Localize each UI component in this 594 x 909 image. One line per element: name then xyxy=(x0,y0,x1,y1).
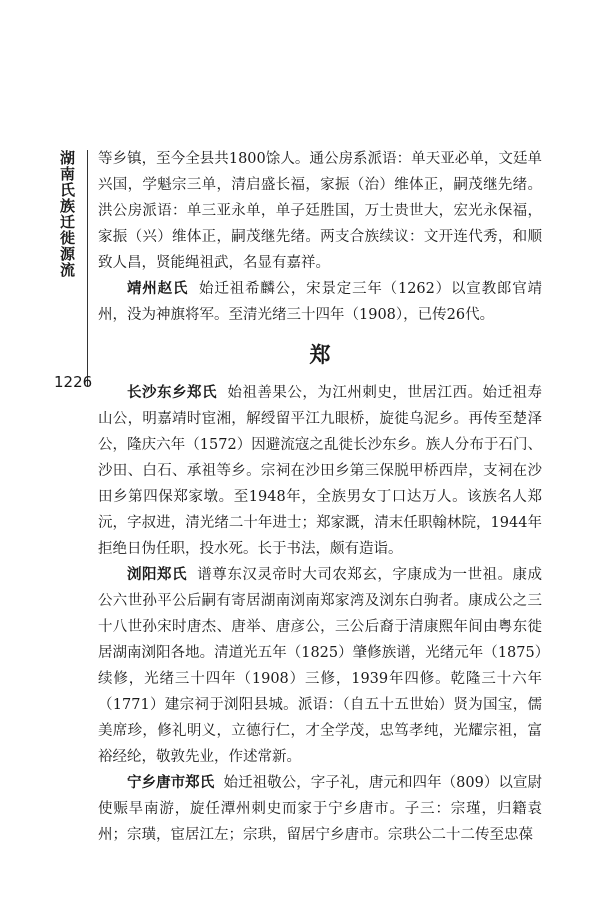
clan-entry-heading: 宁乡唐市郑氏 xyxy=(127,775,215,791)
clan-entry-heading: 靖州赵氏 xyxy=(127,281,189,297)
side-running-title: 湖南氏族迁徙源流 xyxy=(58,150,76,278)
clan-entry-changsha-zheng xyxy=(98,380,542,562)
clan-entry-ningxiang-zheng xyxy=(98,770,542,848)
paragraph-text: 等乡镇，至今全县共1800馀人。通公房系派语：单天亚必单，文廷单兴国，学魁宗三单，清启盛长福，家振（治）维体正，嗣茂继先绪。洪公房派语：单三亚永单，单子廷胜国，万士贵世大，宏光永保福，家振（兴）维体正，嗣茂继先绪。两支合族续议：文开连代秀，和顺致人昌，贤能绳祖武，名显有嘉祥。 xyxy=(98,151,542,271)
clan-entry-text: 谱尊东汉灵帝时大司农郑玄，字康成为一世祖。康成公六世孙平公后嗣有寄居湖南浏南郑家湾及浏东白驹者。康成公之三十八世孙宋时唐杰、唐举、唐彦公，三公后裔于清康熙年间由粤东徙居湖南浏阳各地。清道光五年（1825）肇修族谱，光绪元年（1875）续修，光绪三十四年（1908）三修，1939年四修。乾隆三十六年（1771）建宗祠于浏阳县城。派语：（自五十五世始）贤为国宝，儒美席珍，修礼明义，立德行仁，才全学茂，忠笃孝纯，光耀宗祖，富裕经纶，敬敦先业，作述常新。 xyxy=(98,567,543,765)
clan-entry-text: 始祖善果公，为江州刺史，世居江西。始迁祖寿山公，明嘉靖时宦湘，解绶留平江九眼桥，旋徙乌泥乡。再传至楚泽公，隆庆六年（1572）因避流寇之乱徙长沙东乡。族人分布于石门、沙田、白石、承祖等乡。宗祠在沙田乡第三保脱甲桥西岸，支祠在沙田乡第四保郑家墩。至1948年，全族男女丁口达万人。该族名人郑沅，字叔进，清光绪二十年进士；郑家溉，清末任职翰林院，1944年拒绝日伪任职，投水死。长于书法，颇有造诣。 xyxy=(98,385,543,557)
clan-entry-jingzhou-zhao xyxy=(98,276,542,328)
clan-entry-text: 始迁祖希麟公，宋景定三年（1262）以宣教郎官靖州，没为神旗将军。至清光绪三十四年（1908），已传26代。 xyxy=(98,281,543,323)
body-paragraph xyxy=(98,146,542,276)
clan-entry-liuyang-zheng xyxy=(98,562,542,770)
page-number: 1226 xyxy=(54,373,93,391)
surname-section-heading: 郑 xyxy=(309,342,331,367)
side-divider-rule xyxy=(87,150,88,386)
clan-entry-heading: 长沙东乡郑氏 xyxy=(127,385,218,401)
page-body xyxy=(98,146,542,848)
clan-entry-heading: 浏阳郑氏 xyxy=(127,567,188,583)
clan-entry-text: 始迁祖敬公，字子礼，唐元和四年（809）以宣尉使赈旱南游，旋任潭州刺史而家于宁乡唐市。子三：宗瑾，归籍袁州；宗璜，宦居江左；宗珙，留居宁乡唐市。宗珙公二十二传至忠葆 xyxy=(98,775,542,843)
